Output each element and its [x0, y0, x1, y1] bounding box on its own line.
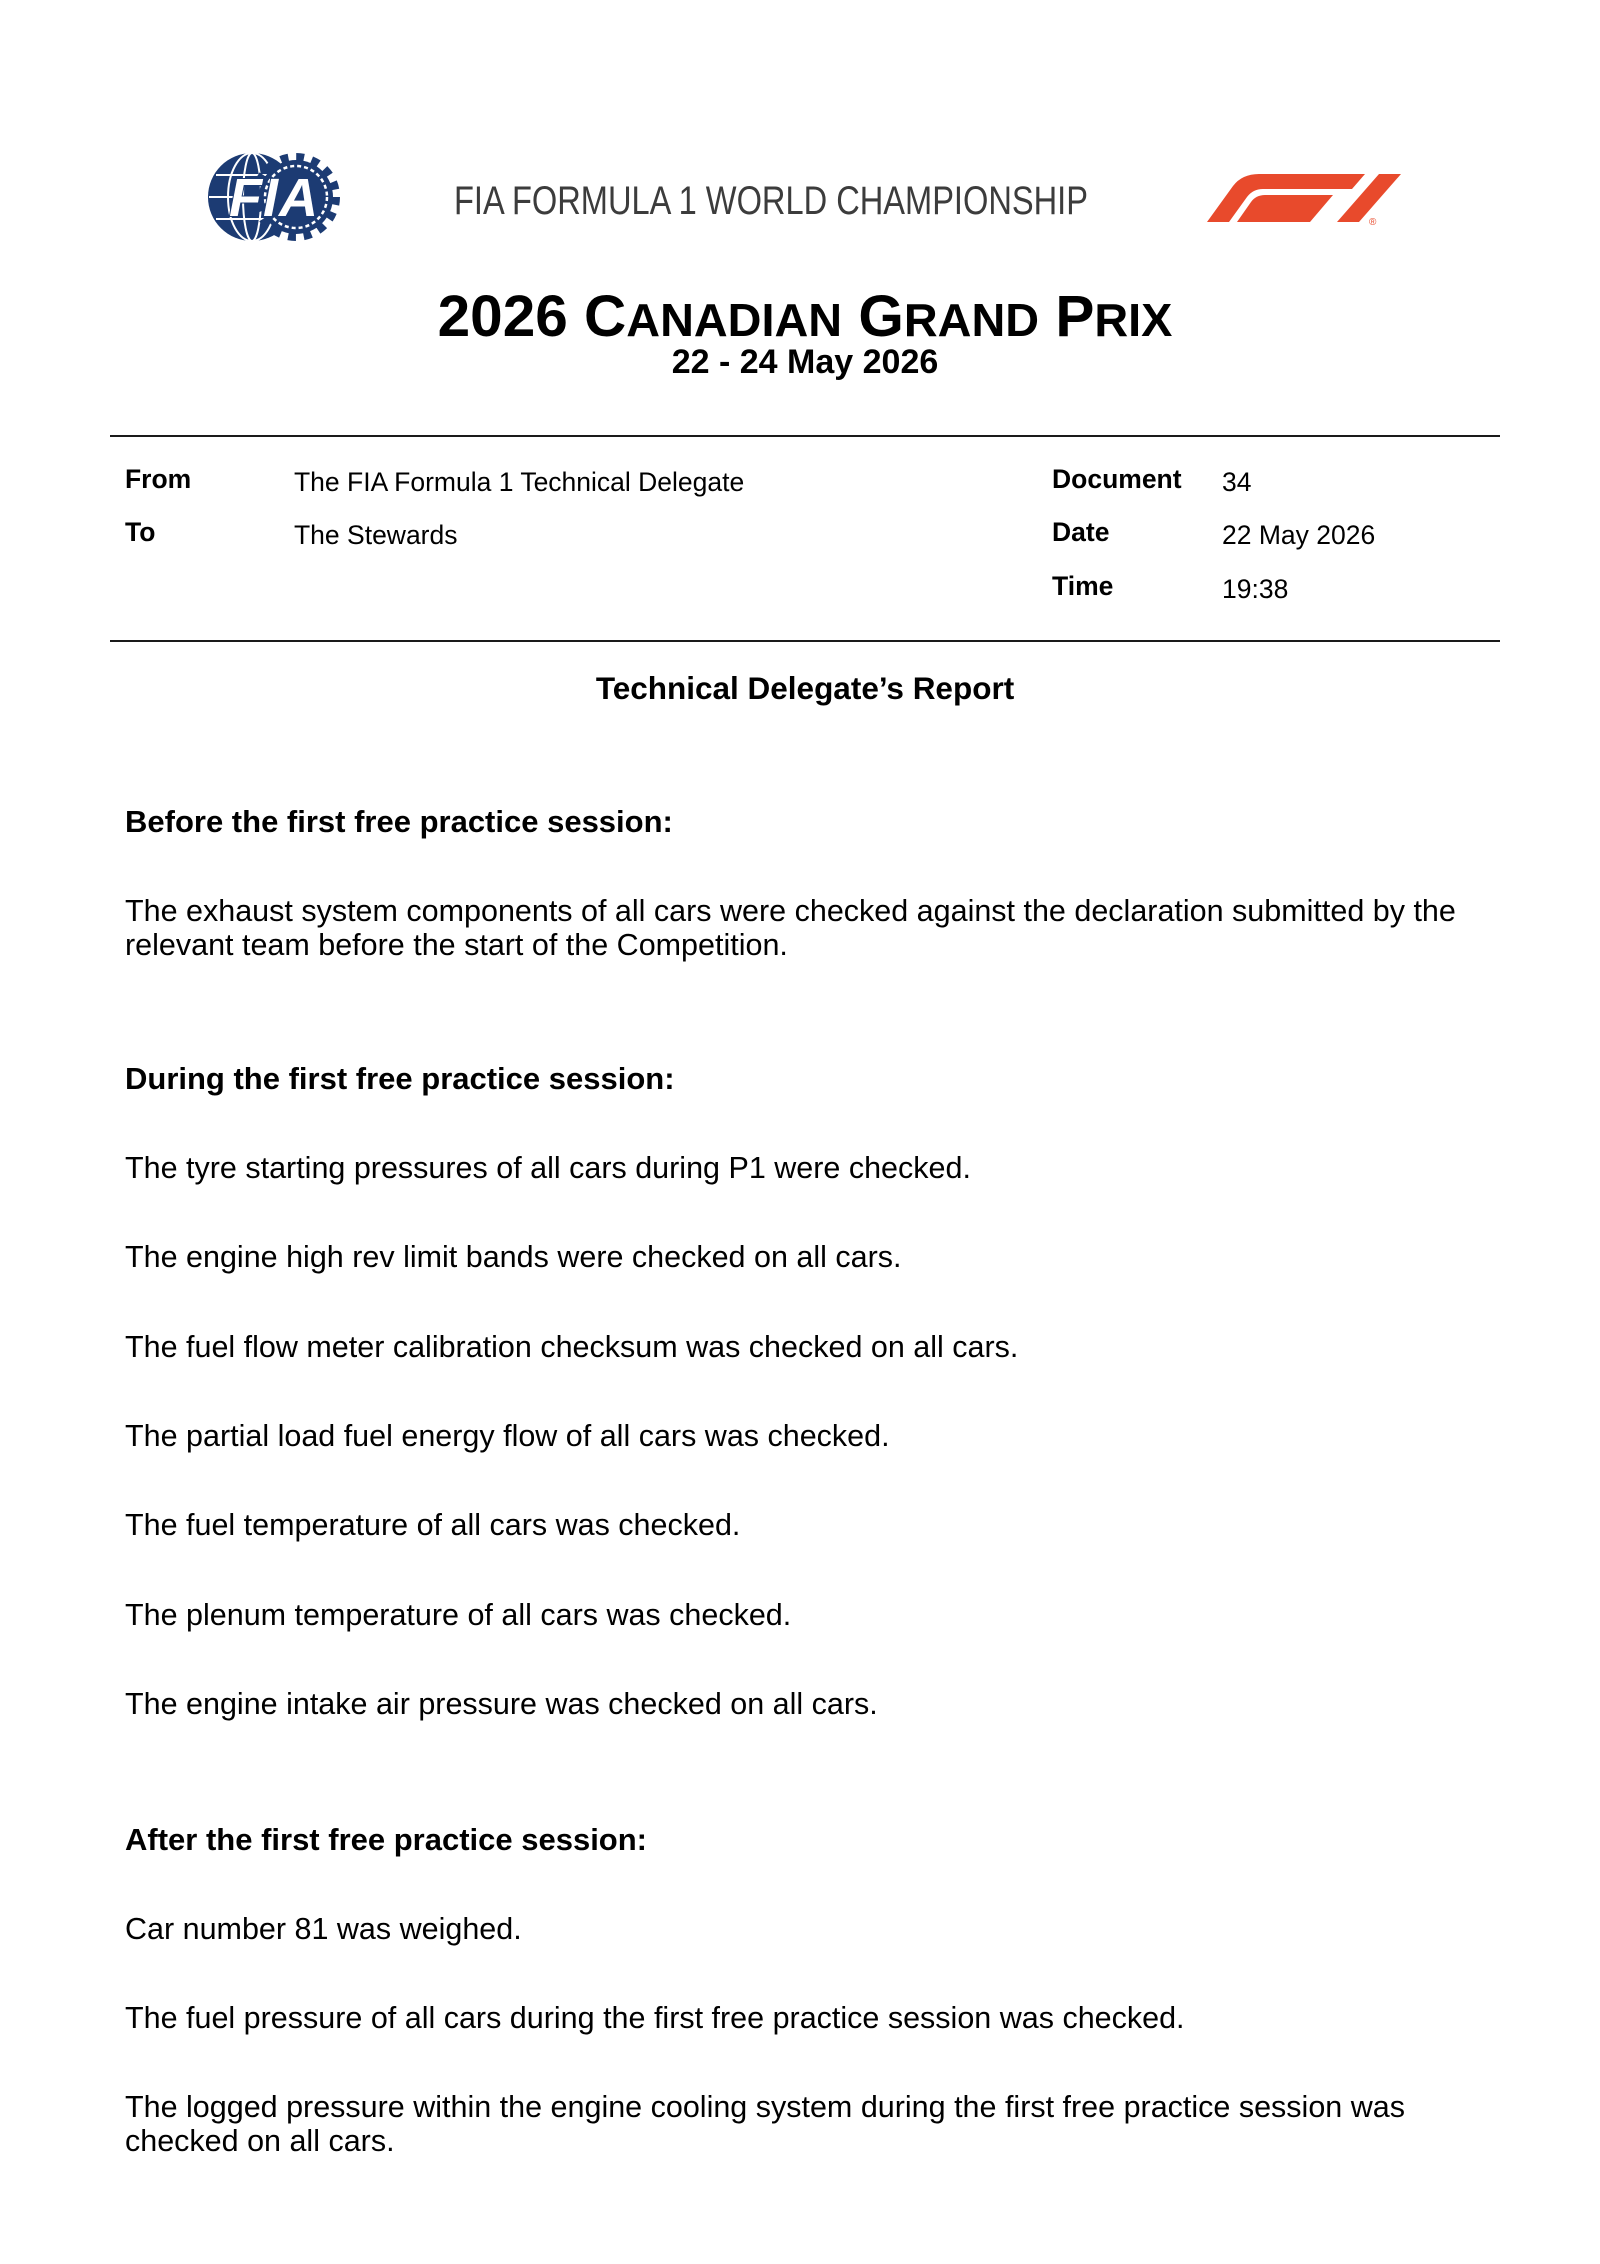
- report-item: The exhaust system components of all cars were checked against the declaration submitted by the relevant team before the start of the Competition.: [125, 894, 1456, 962]
- to-label: To: [125, 517, 156, 547]
- championship-title: FIA FORMULA 1 WORLD CHAMPIONSHIP: [454, 179, 1088, 223]
- time-value: 19:38: [1222, 574, 1289, 604]
- report-item: The fuel flow meter calibration checksum was checked on all cars.: [125, 1330, 1019, 1364]
- header-rule-bottom: [110, 640, 1500, 642]
- f1-registered-mark: ®: [1369, 217, 1377, 226]
- from-label: From: [125, 464, 192, 494]
- document-label: Document: [1052, 464, 1182, 494]
- report-item: The logged pressure within the engine cooling system during the first free practice session was checked on all cars.: [125, 2090, 1405, 2158]
- f1-logo-lower-stroke: [1237, 195, 1333, 222]
- event-title: 2026 CANADIAN GRAND PRIX: [437, 284, 1173, 349]
- document-number: 34: [1222, 467, 1252, 497]
- f1-logo: [1206, 170, 1402, 226]
- report-item: The fuel temperature of all cars was checked.: [125, 1508, 741, 1542]
- date-value: 22 May 2026: [1222, 520, 1376, 550]
- report-item: The engine intake air pressure was checked on all cars.: [125, 1687, 878, 1721]
- report-item: The engine high rev limit bands were checked on all cars.: [125, 1240, 902, 1274]
- fia-logo: [206, 148, 342, 246]
- report-title: Technical Delegate’s Report: [595, 670, 1015, 706]
- section-heading-before: Before the first free practice session:: [125, 804, 673, 839]
- time-label: Time: [1052, 571, 1114, 601]
- report-item: The fuel pressure of all cars during the first free practice session was checked.: [125, 2001, 1185, 2035]
- section-heading-after: After the first free practice session:: [125, 1822, 648, 1857]
- title-smallcap-segment: ANADIAN: [626, 294, 843, 346]
- report-item: Car number 81 was weighed.: [125, 1912, 522, 1946]
- section-heading-during: During the first free practice session:: [125, 1061, 675, 1096]
- to-value: The Stewards: [294, 520, 458, 550]
- report-item: The tyre starting pressures of all cars during P1 were checked.: [125, 1151, 971, 1185]
- date-label: Date: [1052, 517, 1110, 547]
- event-dates: 22 - 24 May 2026: [671, 343, 939, 381]
- from-value: The FIA Formula 1 Technical Delegate: [294, 467, 745, 497]
- header-rule-top: [110, 435, 1500, 437]
- fia-logo-lettering: FIA: [229, 168, 319, 228]
- title-smallcap-segment: RAND: [903, 294, 1040, 346]
- report-item: The plenum temperature of all cars was checked.: [125, 1598, 792, 1632]
- title-smallcap-segment: RIX: [1094, 294, 1173, 346]
- report-item: The partial load fuel energy flow of all cars was checked.: [125, 1419, 890, 1453]
